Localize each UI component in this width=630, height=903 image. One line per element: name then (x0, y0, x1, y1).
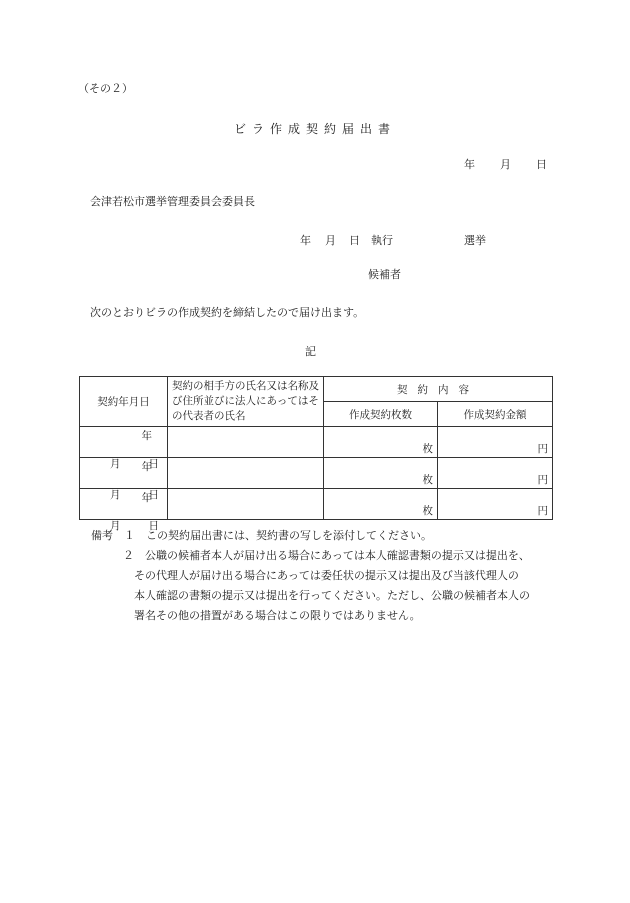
row-day-label: 日 (148, 458, 159, 470)
row-month-label: 月 (110, 458, 121, 470)
note-item: ２ 公職の候補者本人が届け出る場合にあっては本人確認書類の提示又は提出を、 (123, 549, 530, 562)
quantity-cell[interactable] (324, 458, 438, 489)
date-month-label: 月 (500, 158, 511, 171)
header-amount: 作成契約金額 (438, 402, 553, 427)
recipient: 会津若松市選挙管理委員会委員長 (90, 195, 255, 208)
note-item: その代理人が届け出る場合にあっては委任状の提示又は提出及び当該代理人の (134, 569, 519, 582)
amount-unit: 円 (537, 474, 548, 486)
statement: 次のとおりビラの作成契約を締結したので届け出ます。 (90, 306, 365, 319)
note-line-1 (91, 526, 530, 546)
header-contract-date: 契約年月日 (80, 377, 168, 427)
contract-table (79, 376, 553, 532)
notes-label: 備考 (91, 529, 113, 542)
date-cell[interactable] (80, 489, 168, 532)
note-item: 本人確認の書類の提示又は提出を行ってください。ただし、公職の候補者本人の (134, 589, 530, 602)
row-year-label: 年 (141, 492, 152, 504)
quantity-unit: 枚 (422, 474, 433, 486)
date-year-label: 年 (464, 158, 475, 171)
party-cell[interactable] (168, 427, 324, 458)
election-year-label: 年 (300, 234, 311, 247)
row-year-label: 年 (141, 461, 152, 473)
amount-cell[interactable] (438, 427, 553, 458)
election-month-label: 月 (325, 234, 336, 247)
header-contract-content: 契約内容 (324, 377, 553, 402)
quantity-cell[interactable] (324, 427, 438, 458)
election-label: 選挙 (464, 234, 486, 247)
candidate-label: 候補者 (368, 268, 401, 281)
amount-unit: 円 (537, 443, 548, 455)
party-cell[interactable] (168, 458, 324, 489)
row-month-label: 月 (110, 489, 121, 501)
quantity-unit: 枚 (422, 443, 433, 455)
note-item: １ この契約届出書には、契約書の写しを添付してください。 (124, 529, 432, 542)
date-cell[interactable] (80, 458, 168, 501)
table-row (80, 427, 553, 458)
table-row (80, 458, 553, 489)
amount-cell[interactable] (438, 489, 553, 520)
date-day-label: 日 (536, 158, 547, 171)
row-month-label: 月 (110, 520, 121, 532)
date-cell[interactable] (80, 427, 168, 470)
notes-section (91, 526, 530, 626)
ki-heading: 記 (305, 345, 316, 358)
header-contract-party: 契約の相手方の氏名又は名称及び住所並びに法人にあってはその代表者の氏名 (168, 377, 324, 427)
document-title: ビラ作成契約届出書 (233, 122, 396, 136)
note-item: 署名その他の措置がある場合はこの限りではありません。 (134, 609, 421, 622)
header-note: （その２） (78, 82, 133, 95)
election-day-label: 日 (349, 234, 360, 247)
header-quantity: 作成契約枚数 (324, 402, 438, 427)
amount-unit: 円 (537, 505, 548, 517)
row-day-label: 日 (148, 489, 159, 501)
row-day-label: 日 (148, 520, 159, 532)
party-cell[interactable] (168, 489, 324, 520)
quantity-cell[interactable] (324, 489, 438, 520)
row-year-label: 年 (141, 430, 152, 442)
quantity-unit: 枚 (422, 505, 433, 517)
execution-label: 執行 (371, 234, 393, 247)
amount-cell[interactable] (438, 458, 553, 489)
table-row (80, 489, 553, 520)
